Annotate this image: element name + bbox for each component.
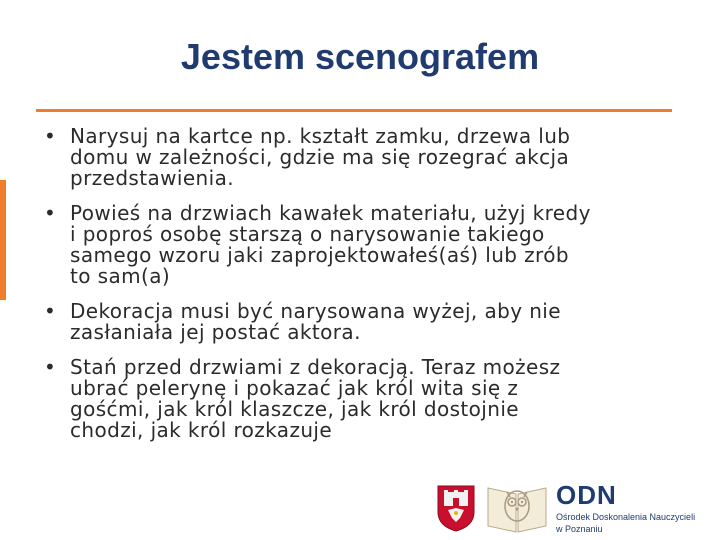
bullet-line: przedstawienia. — [70, 166, 234, 190]
bullet-dot-icon: • — [44, 299, 57, 323]
org-subtitle-city: w Poznaniu — [556, 524, 603, 534]
bullet-line: samego wzoru jaki zaprojektowałeś(aś) lub zrób — [70, 243, 569, 267]
footer-logos — [436, 478, 716, 536]
title-divider — [36, 109, 672, 112]
slide-title: Jestem scenografem — [180, 36, 540, 77]
poznan-crest-icon — [436, 484, 476, 532]
side-accent-bar — [0, 180, 6, 300]
bullet-line: i poproś osobę starszą o narysowanie takiego — [70, 222, 545, 246]
bullet-line: zasłaniała jej postać aktora. — [70, 320, 361, 344]
bullet-line: to sam(a) — [70, 264, 171, 288]
bullet-item — [44, 357, 684, 441]
bullet-line: Dekoracja musi być narysowana wyżej, aby nie — [70, 299, 561, 323]
bullet-dot-icon: • — [44, 201, 57, 225]
owl-book-icon — [486, 480, 548, 534]
bullet-line: Powieś na drzwiach kawałek materiału, użyj kredy — [70, 201, 591, 225]
bullet-line: Narysuj na kartce np. kształt zamku, drzewa lub — [70, 124, 571, 148]
bullet-line: domu w zależności, gdzie ma się rozegrać akcja — [70, 145, 570, 169]
bullet-list — [44, 126, 684, 455]
bullet-item — [44, 126, 684, 189]
org-subtitle: Ośrodek Doskonalenia Nauczycieli — [556, 512, 696, 522]
bullet-line: chodzi, jak król rozkazuje — [70, 418, 333, 442]
org-name: ODN — [556, 480, 617, 510]
bullet-dot-icon: • — [44, 355, 57, 379]
bullet-line: gośćmi, jak król klaszcze, jak król dostojnie — [70, 397, 519, 421]
bullet-line: Stań przed drzwiami z dekoracją. Teraz możesz — [70, 355, 561, 379]
bullet-line: ubrać pelerynę i pokazać jak król wita się z — [70, 376, 519, 400]
bullet-dot-icon: • — [44, 124, 57, 148]
bullet-item — [44, 203, 684, 287]
bullet-item — [44, 301, 684, 343]
